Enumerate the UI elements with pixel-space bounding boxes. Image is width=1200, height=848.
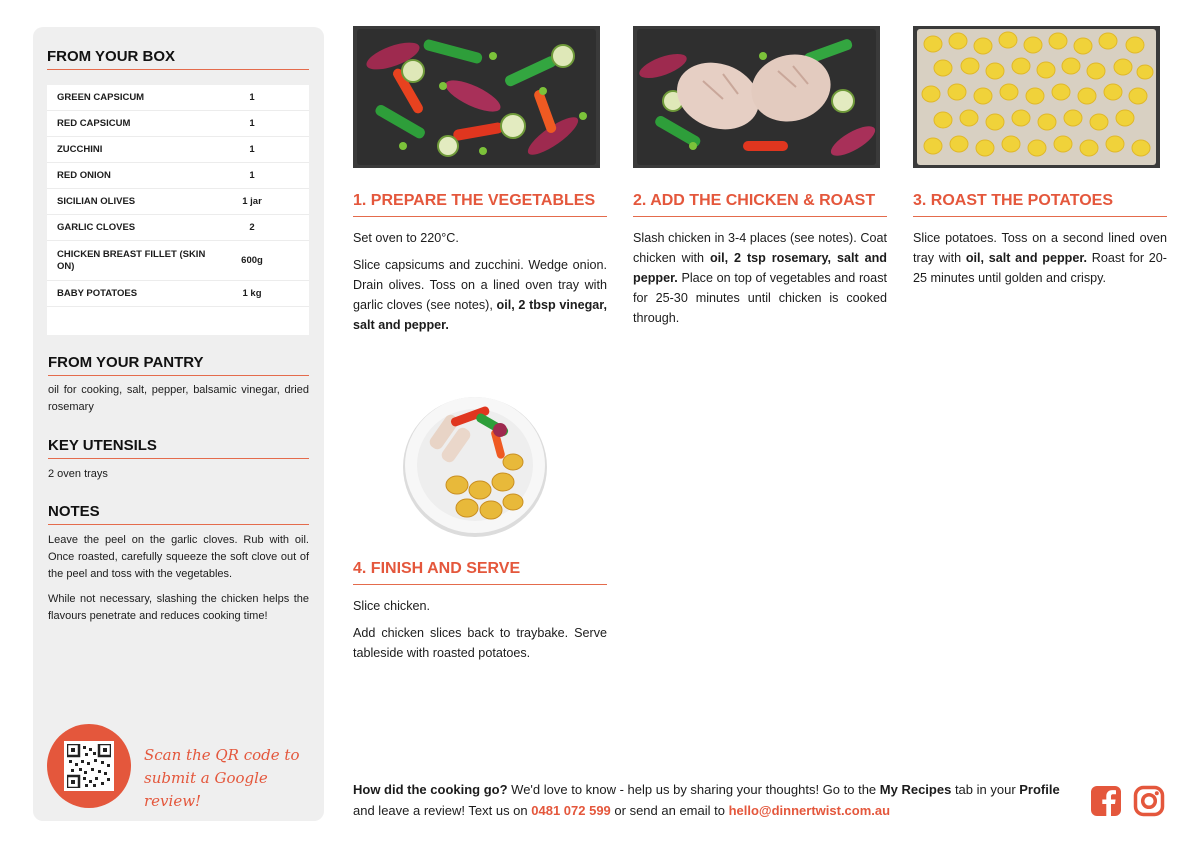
ingredient-name: RED CAPSICUM bbox=[57, 117, 131, 129]
from-your-box-heading: FROM YOUR BOX bbox=[47, 48, 309, 70]
step-2-paragraph bbox=[633, 228, 887, 328]
ingredient-name: GREEN CAPSICUM bbox=[57, 91, 145, 103]
ingredient-row bbox=[47, 281, 309, 307]
ingredient-name: ZUCCHINI bbox=[57, 143, 103, 155]
review-footer bbox=[353, 779, 1075, 821]
footer-bold-text: My Recipes bbox=[879, 782, 952, 797]
ingredient-emphasis: oil, salt and pepper. bbox=[965, 251, 1088, 265]
vegetable-tray-image bbox=[353, 26, 600, 168]
instagram-icon[interactable] bbox=[1133, 785, 1165, 817]
ingredient-name: RED ONION bbox=[57, 169, 111, 181]
ingredient-row bbox=[47, 241, 309, 281]
step-text: Slice chicken. bbox=[353, 599, 430, 613]
ingredient-row bbox=[47, 85, 309, 111]
step-text: Slice capsicums and zucchini. Wedge onion. Drain olives. Toss on a lined oven tray with garlic cloves (see notes), bbox=[353, 258, 607, 312]
step-text: Place on top of vegetables and roast for 25-30 minutes until chicken is cooked through. bbox=[633, 271, 887, 325]
email-link[interactable]: hello@dinnertwist.com.au bbox=[728, 803, 891, 818]
notes-heading: NOTES bbox=[48, 503, 309, 525]
ingredient-row bbox=[47, 189, 309, 215]
ingredient-qty: 2 bbox=[249, 222, 255, 233]
facebook-icon[interactable] bbox=[1090, 785, 1122, 817]
footer-text: and leave a review! Text us on bbox=[353, 803, 532, 818]
footer-text: or send an email to bbox=[610, 803, 729, 818]
step-text: Add chicken slices back to traybake. Serve tableside with roasted potatoes. bbox=[353, 626, 607, 660]
step-text: Slice potatoes. Toss on a second lined oven tray with bbox=[913, 231, 1167, 265]
step-1-title: 1. PREPARE THE VEGETABLES bbox=[353, 192, 607, 217]
step-1-paragraph bbox=[353, 255, 607, 335]
ingredient-qty: 1 bbox=[249, 144, 255, 155]
ingredient-emphasis: oil, 2 tsp rosemary, salt and pepper. bbox=[633, 251, 887, 285]
ingredient-qty: 600g bbox=[241, 255, 263, 266]
step-4-title: 4. FINISH AND SERVE bbox=[353, 560, 607, 585]
notes-text: Leave the peel on the garlic cloves. Rub with oil. Once roasted, carefully squeeze the soft clove out of the peel and toss with the vegetables. bbox=[48, 534, 309, 580]
footer-text: We'd love to know - help us by sharing your thoughts! Go to the bbox=[507, 782, 880, 797]
ingredient-name: CHICKEN BREAST FILLET (SKIN ON) bbox=[57, 248, 206, 272]
qr-review-prompt: Scan the QR code to submit a Google review! bbox=[144, 746, 300, 810]
step-2-title: 2. ADD THE CHICKEN & ROAST bbox=[633, 192, 887, 217]
ingredients-table bbox=[47, 85, 309, 335]
ingredient-row bbox=[47, 137, 309, 163]
ingredient-row bbox=[47, 215, 309, 241]
ingredient-name: BABY POTATOES bbox=[57, 287, 138, 299]
sidebar bbox=[33, 27, 324, 821]
ingredient-row bbox=[47, 163, 309, 189]
step-3-paragraph bbox=[913, 228, 1167, 288]
utensils-text: 2 oven trays bbox=[48, 468, 108, 480]
step-3-title: 3. ROAST THE POTATOES bbox=[913, 192, 1167, 217]
notes-text: While not necessary, slashing the chicken helps the flavours penetrate and reduces cooking time! bbox=[48, 593, 309, 622]
footer-bold-text: How did the cooking go? bbox=[353, 782, 508, 797]
qr-badge bbox=[47, 724, 131, 808]
step-4-paragraph bbox=[353, 623, 607, 663]
step-4-paragraph bbox=[353, 596, 607, 616]
from-your-pantry-heading: FROM YOUR PANTRY bbox=[48, 354, 309, 376]
ingredient-qty: 1 bbox=[249, 92, 255, 103]
step-text: Set oven to 220°C. bbox=[353, 231, 459, 245]
ingredient-qty: 1 kg bbox=[242, 288, 262, 299]
ingredient-qty: 1 jar bbox=[242, 196, 262, 207]
ingredient-qty: 1 bbox=[249, 170, 255, 181]
footer-text: tab in your bbox=[951, 782, 1020, 797]
phone-link[interactable]: 0481 072 599 bbox=[531, 803, 611, 818]
potato-tray-image bbox=[913, 26, 1160, 168]
footer-bold-text: Profile bbox=[1019, 782, 1060, 797]
ingredient-name: GARLIC CLOVES bbox=[57, 221, 136, 233]
pantry-text: oil for cooking, salt, pepper, balsamic vinegar, dried rosemary bbox=[48, 384, 309, 413]
ingredient-emphasis: oil, 2 tbsp vinegar, salt and pepper. bbox=[353, 298, 607, 332]
step-text: Roast for 20-25 minutes until golden and crispy. bbox=[913, 251, 1167, 285]
key-utensils-heading: KEY UTENSILS bbox=[48, 437, 309, 459]
ingredient-qty: 1 bbox=[249, 118, 255, 129]
chicken-tray-image bbox=[633, 26, 880, 168]
served-plate-image bbox=[395, 390, 555, 540]
ingredient-row bbox=[47, 111, 309, 137]
step-text: Slash chicken in 3-4 places (see notes). Coat chicken with bbox=[633, 231, 887, 265]
step-1-paragraph bbox=[353, 228, 607, 248]
ingredient-name: SICILIAN OLIVES bbox=[57, 195, 136, 207]
qr-code-icon[interactable] bbox=[64, 741, 114, 791]
